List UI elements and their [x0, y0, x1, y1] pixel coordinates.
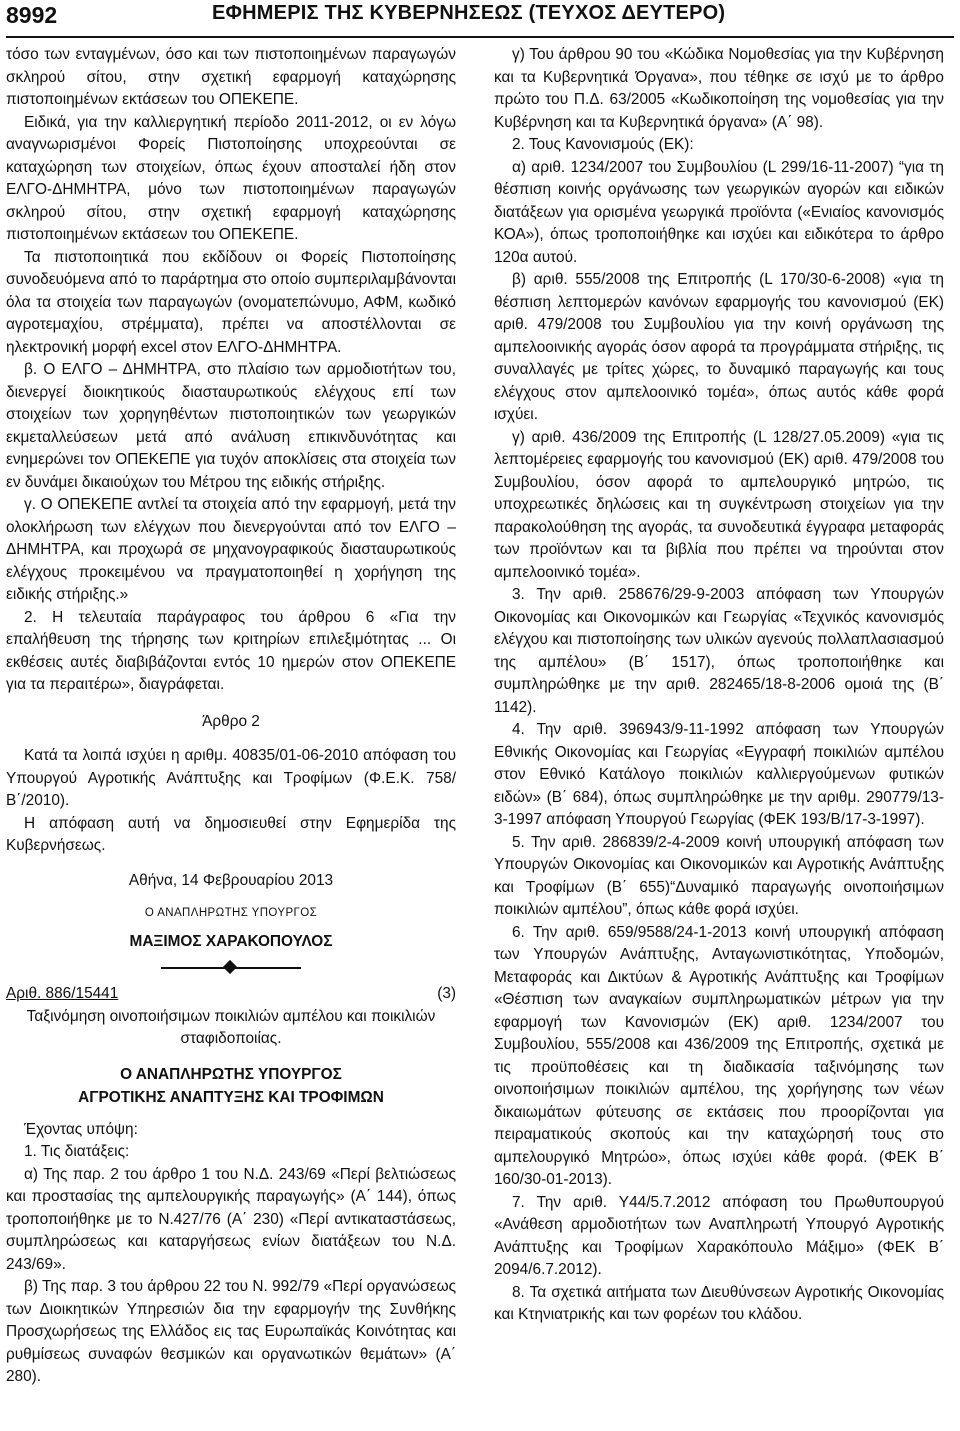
decision-number: Αριθ. 886/15441 [6, 985, 119, 1002]
paragraph: 5. Την αριθ. 286839/2-4-2009 κοινή υπουργική απόφαση των Υπουργών Οικονομίας και Οικονομικών και Αγροτικής Ανάπτυξης και Τροφίμων (Β΄ 655)“Δυναμικό παραγωγής οινοποιήσιμων ποικιλιών αμπέλου”, όπως κάθε φορά ισχύει. [494, 833, 944, 918]
paragraph: 4. Την αριθ. 396943/9-11-1992 απόφαση των Υπουργών Εθνικής Οικονομίας και Γεωργίας «Εγγραφή ποικιλιών αμπέλου στον Εθνικό Κατάλογο ποικιλιών καλλιεργούμενων φυτικών ειδών» (Β΄ 684), όπως συμπληρώθηκε με την αριθμ. 290779/13-3-1997 απόφαση Υπουργού Γεωργίας (ΦΕΚ 193/Β/17-3-1997). [494, 721, 944, 828]
right-column [494, 44, 944, 1327]
paragraph: Κατά τα λοιπά ισχύει η αριθμ. 40835/01-06-2010 απόφαση του Υπουργού Αγροτικής Ανάπτυξης και Τροφίμων (Φ.Ε.Κ. 758/Β΄/2010). [6, 747, 456, 809]
paragraph: 2. Η τελευταία παράγραφος του άρθρου 6 «Για την επαλήθευση της τήρησης των κριτηρίων επιλεξιμότητας ... Οι εκθέσεις αυτές διαβιβάζονται εντός 10 ημερών στον ΟΠΕΚΕΠΕ για τα περαιτέρω», διαγράφεται. [6, 608, 456, 693]
paragraph: 8. Τα σχετικά αιτήματα των Διευθύνσεων Αγροτικής Οικονομίας και Κτηνιατρικής και των φορέων του κλάδου. [494, 1283, 944, 1323]
left-column [6, 44, 456, 1389]
section-divider [161, 961, 301, 975]
gazette-title: ΕΦΗΜΕΡΙΣ ΤΗΣ ΚΥΒΕΡΝΗΣΕΩΣ (ΤΕΥΧΟΣ ΔΕΥΤΕΡΟ) [212, 2, 726, 24]
paragraph: Τα πιστοποιητικά που εκδίδουν οι Φορείς Πιστοποίησης συνοδευόμενα από το παράρτημα στο οποίο συμπεριλαμβάνονται όλα τα στοιχεία των παραγωγών (ονοματεπώνυμο, ΑΦΜ, κωδικό αγροτεμαχίου, στρέμματα), πρέπει να αποστέλλονται σε ηλεκτρονική μορφή excel στον ΕΛΓΟ-ΔΗΜΗΤΡΑ. [6, 248, 456, 356]
signer-role: Ο ΑΝΑΠΛΗΡΩΤΗΣ ΥΠΟΥΡΓΟΣ [144, 907, 318, 919]
page-header [6, 0, 954, 38]
page-number: 8992 [6, 2, 58, 28]
paragraph: 6. Την αριθ. 659/9588/24-1-2013 κοινή υπουργική απόφαση των Υπουργών Ανάπτυξης, Ανταγωνιστικότητας, Υποδομών, Μεταφοράς και Δικτύων & Αγροτικής Ανάπτυξης και Τροφίμων «Θέσπιση των αναγκαίων συμπληρωματικών μέτρων για την εφαρμογή των Κανονισμών (ΕΚ) αριθ. 1234/2007 του Συμβουλίου, 555/2008 και 436/2009 της Επιτροπής, σχετικά με τις προϋποθέσεις και τη διαδικασία ταξινόμησης των οινοποιήσιμων ποικιλιών αμπέλου, της χορήγησης των νέων δικαιωμάτων φύτευσης σε εκτάσεις που προορίζονται για πειραματικούς σκοπούς και την καταχώρησή τους στο αμπελουργικό Μητρώο», όπως ισχύει κάθε φορά. (ΦΕΚ Β΄ 160/30-01-2013). [494, 923, 944, 1188]
paragraph: β) αριθ. 555/2008 της Επιτροπής (L 170/30-6-2008) «για τη θέσπιση λεπτομερών κανόνων εφαρμογής του κανονισμού (ΕΚ) αριθ. 479/2008 του Συμβουλίου για την κοινή οργάνωση της αμπελοοινικής αγοράς όσον αφορά τα προγράμματα στήριξης, τις συναλλαγές με τρίτες χώρες, το δυναμικό παραγωγής και τους ελέγχους στον αμπελοοινικό τομέα», όπως αυτός κάθε φορά ισχύει. [494, 271, 944, 423]
paragraph: γ) αριθ. 436/2009 της Επιτροπής (L 128/27.05.2009) «για τις λεπτομέρειες εφαρμογής του κανονισμού (ΕΚ) αριθ. 479/2008 του Συμβουλίου, όσον αφορά το αμπελουργικό μητρώο, τις υποχρεωτικές δηλώσεις και τη συγκέντρωση στοιχείων για την παρακολούθηση της αγοράς, τα συνοδευτικά έγγραφα μεταφοράς των προϊόντων και τα βιβλία που πρέπει να τηρούνται στον αμπελοοινικό τομέα». [494, 428, 944, 581]
paragraph: γ. Ο ΟΠΕΚΕΠΕ αντλεί τα στοιχεία από την εφαρμογή, μετά την ολοκλήρωση των ελέγχων που διενεργούνται από τον ΕΛΓΟ – ΔΗΜΗΤΡΑ, και προχωρά σε μηχανογραφικούς διασταυρωτικούς ελέγχους προκειμένου να πραγματοποιηθεί η χορήγηση της ειδικής στήριξης.» [6, 496, 456, 603]
paragraph: Έχοντας υπόψη: [24, 1120, 138, 1138]
paragraph: α) αριθ. 1234/2007 του Συμβουλίου (L 299/16-11-2007) “για τη θέσπιση κοινής οργάνωσης των γεωργικών αγορών και ειδικών διατάξεων για ορισμένα γεωργικά προϊόντα («Ενιαίος κανονισμός ΚΟΑ»), όπως τροποποιήθηκε και ισχύει και ειδικότερα το άρθρο 120α αυτού. [494, 158, 944, 266]
authority-heading-line2: ΑΓΡΟΤΙΚΗΣ ΑΝΑΠΤΥΞΗΣ ΚΑΙ ΤΡΟΦΙΜΩΝ [78, 1088, 384, 1106]
article-heading: Άρθρο 2 [202, 712, 260, 730]
signing-date: Αθήνα, 14 Φεβρουαρίου 2013 [128, 871, 334, 889]
decision-title: Ταξινόμηση οινοποιήσιμων ποικιλιών αμπέλου και ποικιλιών σταφιδοποιίας. [26, 1007, 436, 1047]
paragraph: β) Της παρ. 3 του άρθρου 22 του Ν. 992/79 «Περί οργανώσεως των Διοικητικών Υπηρεσιών δια την εφαρμογήν της Συνθήκης Προσχωρήσεως της Ελλάδος εις τας Ευρωπαϊκάς Κοινότητας και ρυθμίσεως συναφών θεσμικών και οργανωτικών θεμάτων» (Α΄ 280). [6, 1278, 456, 1385]
paragraph: 7. Την αριθ. Υ44/5.7.2012 απόφαση του Πρωθυπουργού «Ανάθεση αρμοδιοτήτων των Αναπληρωτή Υπουργό Αγροτικής Ανάπτυξης και Τροφίμων Χαρακόπουλο Μάξιμο» (ΦΕΚ Β΄ 2094/6.7.2012). [494, 1193, 944, 1278]
paragraph: 3. Την αριθ. 258676/29-9-2003 απόφαση των Υπουργών Οικονομίας και Οικονομικών και Γεωργίας «Τεχνικός κανονισμός ελέγχου και πιστοποίησης των υλικών αγενούς πολλαπλασιασμού της αμπέλου» (Β΄ 1517), όπως τροποποιήθηκε και συμπληρώθηκε με την αριθ. 282465/18-8-2006 ομοιά της (Β΄ 1142). [494, 586, 944, 716]
paragraph: 1. Τις διατάξεις: [24, 1143, 130, 1160]
decision-header [6, 983, 456, 1006]
paragraph: 2. Τους Κανονισμούς (ΕΚ): [512, 136, 694, 153]
paragraph: Η απόφαση αυτή να δημοσιευθεί στην Εφημερίδα της Κυβερνήσεως. [6, 814, 456, 854]
paragraph: γ) Του άρθρου 90 του «Κώδικα Νομοθεσίας για την Κυβέρνηση και τα Κυβερνητικά Όργανα», που τέθηκε σε ισχύ με το άρθρο πρώτο του Π.Δ. 63/2005 «Κωδικοποίηση της νομοθεσίας για την Κυβέρνηση και τα Κυβερνητικά όργανα» (Α΄ 98). [494, 46, 944, 131]
authority-heading-line1: Ο ΑΝΑΠΛΗΡΩΤΗΣ ΥΠΟΥΡΓΟΣ [120, 1065, 342, 1083]
paragraph: Ειδικά, για την καλλιεργητική περίοδο 2011-2012, οι εν λόγω αναγνωρισμένοι Φορείς Πιστοποίησης υποχρεούνται σε καταχώρηση των στοιχείων, όπως έχουν αποσταλεί ήδη στον ΕΛΓΟ-ΔΗΜΗΤΡΑ, μόνο των πιστοποιημένων παραγωγών σκληρού σίτου, στην σχετική εφαρμογή καταχώρησης πιστοποιημένων εκτάσεων του ΟΠΕΚΕΠΕ. [6, 113, 456, 243]
signer-name: ΜΑΞΙΜΟΣ ΧΑΡΑΚΟΠΟΥΛΟΣ [129, 932, 333, 950]
diamond-icon [223, 960, 237, 974]
decision-index: (3) [437, 985, 456, 1002]
authority-heading [6, 1063, 456, 1109]
paragraph: β. Ο ΕΛΓΟ – ΔΗΜΗΤΡΑ, στο πλαίσιο των αρμοδιοτήτων του, διενεργεί διοικητικούς διασταυρωτικούς ελέγχους επί των στοιχείων των χορηγηθέντων πιστοποιητικών των γεωργικών εκμεταλλεύσεων μετά από ανάλυση επικινδυνότητας και ενημερώνει τον ΟΠΕΚΕΠΕ για τυχόν αποκλίσεις στα στοιχεία των εν δυνάμει δικαιούχων του Μέτρου της ειδικής στήριξης. [6, 361, 456, 491]
paragraph: τόσο των ενταγμένων, όσο και των πιστοποιημένων παραγωγών σκληρού σίτου, στην σχετική εφαρμογή καταχώρησης πιστοποιημένων εκτάσεων του ΟΠΕΚΕΠΕ. [6, 46, 456, 108]
paragraph: α) Της παρ. 2 του άρθρο 1 του Ν.Δ. 243/69 «Περί βελτιώσεως και προστασίας της αμπελουργικής παραγωγής» (Α΄ 144), όπως τροποποιήθηκε με το Ν.427/76 (Α΄ 230) «Περί αντικαταστάσεως, συμπληρώσεως και καταργήσεως ενίων διατάξεων του Ν.Δ. 243/69». [6, 1165, 456, 1273]
